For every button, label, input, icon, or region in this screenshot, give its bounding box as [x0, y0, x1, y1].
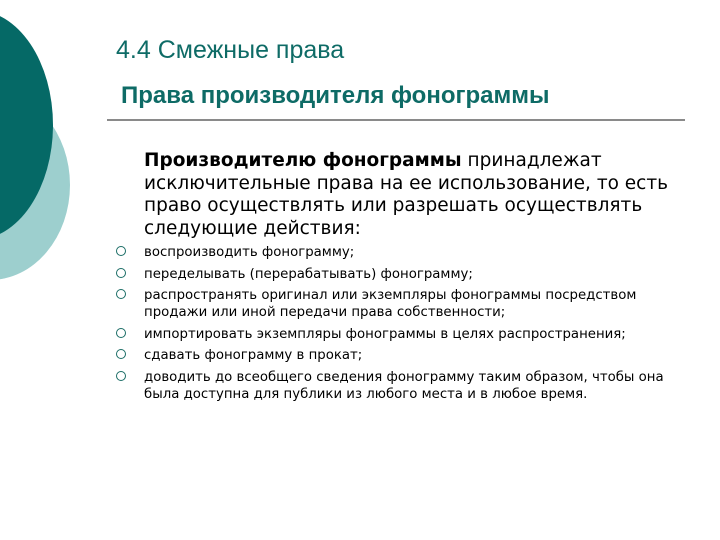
slide-subtitle: Права производителя фонограммы — [121, 82, 550, 109]
list-item — [113, 244, 693, 261]
list-item — [113, 287, 693, 321]
bullet-icon — [116, 268, 126, 278]
bullet-icon — [116, 289, 126, 299]
list-item-text: доводить до всеобщего сведения фонограмму таким образом, чтобы она была доступна для публики из любого места и в любое время. — [144, 369, 664, 402]
list-item-text: сдавать фонограмму в прокат; — [144, 348, 363, 363]
decorative-circles — [0, 0, 110, 300]
title-divider — [107, 119, 685, 121]
bullet-icon — [116, 246, 126, 256]
list-item-text: импортировать экземпляры фонограммы в целях распространения; — [144, 326, 626, 342]
intro-text: принадлежат исключительные права на ее использование, то есть право осуществлять или разрешать осуществлять следующие действия: — [144, 150, 669, 239]
bullet-icon — [116, 328, 126, 338]
list-item-text: воспроизводить фонограмму; — [144, 245, 355, 260]
slide-title: 4.4 Смежные права — [116, 36, 345, 64]
list-item — [113, 326, 693, 343]
bullet-icon — [116, 371, 126, 381]
bullet-icon — [116, 349, 126, 359]
intro-paragraph — [144, 150, 689, 240]
list-item — [113, 347, 693, 364]
list-item-text: переделывать (перерабатывать) фонограмму; — [144, 266, 473, 282]
rights-list — [113, 244, 693, 407]
list-item — [113, 369, 693, 403]
list-item-text: распространять оригинал или экземпляры фонограммы посредством продажи или иной передачи права собственности; — [144, 288, 637, 320]
list-item — [113, 266, 693, 283]
intro-bold-text: Производителю фонограммы — [144, 150, 462, 171]
